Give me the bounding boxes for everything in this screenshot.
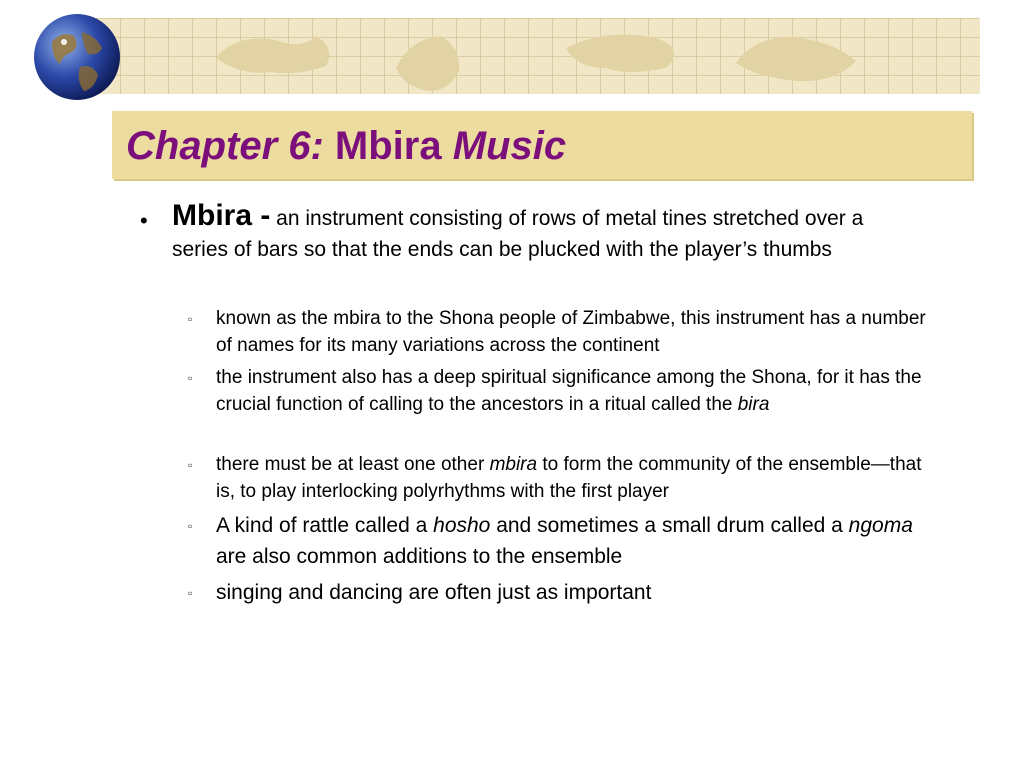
square-bullet-icon: ▫ — [188, 458, 193, 472]
term-ngoma: ngoma — [848, 514, 913, 537]
square-bullet-icon: ▫ — [188, 371, 193, 385]
title-music: Music — [452, 124, 567, 168]
bullet-definition: an instrument consisting of rows of metal tines stretched over a series of bars so that the ends can be plucked with the player’s thumbs — [172, 207, 864, 261]
sub-bullet-text — [216, 451, 936, 505]
sub-bullet-text — [216, 364, 936, 418]
sub-bullet-text — [216, 510, 936, 572]
term-hosho: hosho — [433, 514, 491, 537]
title-chapter: Chapter 6: — [126, 124, 324, 168]
square-bullet-icon: ▫ — [188, 586, 193, 600]
bullet-dot-icon: • — [140, 208, 148, 233]
sub-bullet-segment: are also common additions to the ensemble — [216, 545, 623, 568]
term-mbira: mbira — [489, 454, 538, 475]
sub-bullet-segment: there must be at least one other — [216, 454, 490, 475]
main-bullet-text — [172, 200, 892, 265]
title-mbira: Mbira — [323, 124, 453, 168]
term-bira: bira — [737, 394, 770, 415]
sub-bullet-text: singing and dancing are often just as important — [216, 581, 652, 604]
square-bullet-icon: ▫ — [188, 312, 193, 326]
sub-bullet-text: known as the mbira to the Shona people of Zimbabwe, this instrument has a number of names for its many variations across the continent — [216, 308, 926, 356]
sub-bullet-segment: to form the community of the ensemble—that is, to play interlocking polyrhythms with the first player — [216, 454, 922, 502]
sub-bullet-segment: the instrument also has a deep spiritual significance among the Shona, for it has the crucial function of calling to the ancestors in a ritual called the — [216, 367, 922, 415]
bullet-term: Mbira - — [172, 199, 271, 232]
sub-bullet-segment: and sometimes a small drum called a — [490, 514, 849, 537]
sub-bullet-segment: A kind of rattle called a — [216, 514, 434, 537]
square-bullet-icon: ▫ — [188, 519, 193, 533]
